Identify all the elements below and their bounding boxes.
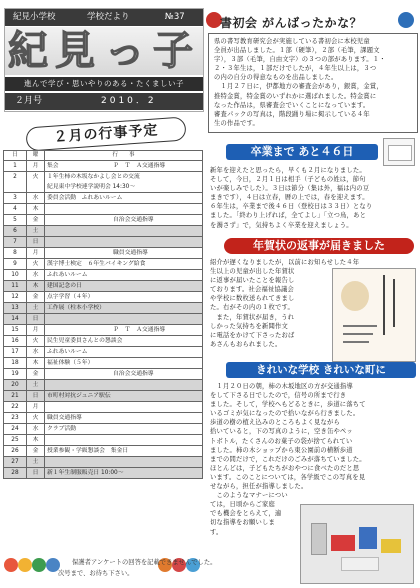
text-line: 県の書写教育研究会が実施している書初会に本校児童 [214, 38, 370, 45]
row-day: 16 [4, 336, 27, 347]
text-line: また，年賀状が届き，うれ [210, 313, 295, 321]
text-line: ました。そして，学校へもどるときに，歩道に落ちて [210, 401, 366, 409]
row-day: 17 [4, 347, 27, 358]
schedule-header-row [4, 151, 203, 161]
row-day: 3 [4, 193, 27, 204]
row-day: 11 [4, 281, 27, 292]
row-day: 14 [4, 314, 27, 325]
row-event [45, 314, 203, 325]
newsletter-label: 学校だより [87, 12, 130, 22]
row-weekday: 月 [27, 402, 45, 413]
row-weekday: 月 [27, 248, 45, 259]
text-line: 審査パックの写真は，階段踊り場に掲示している４年 [214, 110, 370, 118]
event-text: 授業参観・学級懇談会 集金日 [47, 448, 129, 454]
row-event [45, 413, 203, 424]
row-event [45, 226, 203, 237]
event-text-2: 紀見東中学校連学説明会 14:30～ [47, 184, 136, 190]
text-line: １月２７日に，伊都地方の審査会があり，銀賞，金賞， [214, 83, 383, 91]
masthead-top-bar [5, 9, 203, 26]
row-event [45, 204, 203, 215]
header-weekday: 曜 [27, 151, 45, 161]
row-event [45, 391, 203, 402]
schedule-row [4, 292, 203, 303]
row-day: 15 [4, 325, 27, 336]
row-weekday: 金 [27, 292, 45, 303]
row-weekday: 日 [27, 391, 45, 402]
row-day: 6 [4, 226, 27, 237]
text-line: １月２０日の朝，柿の木坂地区の方が交通指導 [210, 383, 353, 390]
shodo-title: 書初会 がんばったかな？ [220, 16, 363, 30]
event-text: 福祉体験（５年） [47, 360, 94, 366]
text-line: いが楽しみでした）。３日は節分（集は外，福は内の豆 [210, 185, 370, 193]
text-line: ました。「終わり上げれば，全てよし」「立つ鳥，あと [210, 212, 367, 220]
row-weekday: 火 [27, 259, 45, 270]
schedule-row [4, 161, 203, 172]
row-weekday: 水 [27, 424, 45, 435]
text-line: や学校に数枚送られてきまし [210, 295, 295, 303]
title-char-4: 子 [153, 27, 193, 74]
schedule-row [4, 325, 203, 336]
row-weekday: 火 [27, 413, 45, 424]
row-weekday: 水 [27, 270, 45, 281]
row-day: 24 [4, 424, 27, 435]
event-duty: 自治会交通指導 [113, 371, 154, 377]
text-line: ６年生は，卒業まで後４６日（登校日は３３日）となり [210, 203, 373, 211]
row-event [45, 303, 203, 314]
event-text: ふれあいルーム [47, 272, 88, 278]
row-event [45, 380, 203, 391]
schedule-row [4, 303, 203, 314]
schedule-row [4, 380, 203, 391]
row-weekday: 水 [27, 193, 45, 204]
row-weekday: 木 [27, 358, 45, 369]
row-day: 27 [4, 457, 27, 468]
shodo-body [209, 34, 417, 128]
footer-note-1: 保護者アンケートの回答を記載できませんでした。 [72, 559, 217, 566]
row-day: 4 [4, 204, 27, 215]
text-line: 生の作品です。 [214, 119, 259, 127]
text-line: いるゴミが気になったので拾いながら行きました。 [210, 410, 360, 418]
title-char-2: 見 [55, 27, 95, 74]
event-duty: 職員交通指導 [113, 250, 148, 256]
row-event [45, 402, 203, 413]
school-name: 紀見小学校 [13, 12, 56, 22]
text-line: います。このことについては，各学級でこの写真を見 [210, 473, 366, 481]
schedule-row [4, 215, 203, 226]
masthead-title [5, 27, 203, 75]
litter-photo [300, 504, 414, 584]
schedule-row [4, 435, 203, 446]
event-text: 建国記念の日 [47, 283, 82, 289]
row-day: 1 [4, 161, 27, 172]
issue-number: №37 [165, 12, 185, 22]
row-day: 26 [4, 446, 27, 457]
handwriting-line [343, 333, 373, 335]
row-day: 9 [4, 259, 27, 270]
snack-bag-shape [331, 535, 355, 551]
header-event: 行 事 [45, 151, 203, 161]
graduation-body [210, 166, 416, 230]
row-event [45, 248, 203, 259]
issue-date: 2010．2 [101, 96, 157, 106]
text-line: でも機会をとらえて，適 [210, 510, 282, 518]
row-weekday: 月 [27, 325, 45, 336]
row-weekday: 日 [27, 468, 45, 479]
row-event [45, 237, 203, 248]
text-line: 拾いていると，下の写真のように，空き缶やペッ [210, 428, 353, 436]
row-weekday: 火 [27, 172, 45, 193]
text-line: しかった気持ちを新聞作文 [210, 322, 288, 330]
event-text: 民生児童委員さんとの懇談会 [47, 338, 123, 344]
row-event [45, 281, 203, 292]
row-weekday: 日 [27, 237, 45, 248]
text-line: そして，今日，２月１日は相手（子どもの姓は，節句 [210, 176, 366, 184]
row-event [45, 270, 203, 281]
row-weekday: 金 [27, 369, 45, 380]
schedule-row [4, 358, 203, 369]
schedule-row [4, 237, 203, 248]
row-weekday: 土 [27, 226, 45, 237]
schedule-row [4, 259, 203, 270]
event-text: 委員会活動 ふれあいルーム [47, 195, 123, 201]
schedule-row [4, 446, 203, 457]
schedule-row [4, 226, 203, 237]
text-line: ては，日頃からご家庭 [210, 501, 275, 509]
school-motto: 進んで学び・思いやりのある・たくましい子 [5, 77, 203, 91]
text-line: ました。柿の木ショップから東公園前の横断歩道 [210, 446, 353, 454]
row-weekday: 金 [27, 446, 45, 457]
schedule-row [4, 468, 203, 479]
text-line: 紹介が遅くなりましたが，以前にお知らせした４年 [210, 259, 360, 266]
schedule-row [4, 413, 203, 424]
row-day: 2 [4, 172, 27, 193]
row-weekday: 木 [27, 281, 45, 292]
event-text: ふれあいルーム [47, 349, 88, 355]
graduation-title: 卒業まで あと４６日 [226, 144, 378, 160]
event-text: 市町村対抗ジュニア駅伝 [47, 393, 111, 399]
schedule-row [4, 369, 203, 380]
handwriting-line [343, 325, 377, 327]
event-text: １年生柿の木坂なかよし会との交流 [47, 174, 140, 180]
wrapper-shape [341, 557, 379, 571]
row-day: 7 [4, 237, 27, 248]
clean-title: きれいな学校 きれいな町に [226, 362, 416, 378]
calligraphy-stroke [393, 279, 395, 327]
schedule-row [4, 281, 203, 292]
text-line: 生以上の児童が出した年賀状 [210, 268, 295, 276]
schedule-row [4, 336, 203, 347]
text-line: ほとんどは，子どもたちがおやつに食べたのだと思 [210, 464, 360, 472]
text-line: なった作品は，県審査会でいくことになっています。 [214, 101, 370, 109]
row-event [45, 446, 203, 457]
row-day: 23 [4, 413, 27, 424]
nengajo-card-image [332, 268, 416, 362]
schedule-table [3, 150, 203, 479]
row-weekday: 日 [27, 314, 45, 325]
event-text: 工作展（柱本小学校） [47, 305, 105, 311]
bottle-shape [311, 523, 327, 555]
text-line: せながら，担任が指導しました。 [210, 483, 308, 491]
row-event [45, 161, 203, 172]
schedule-row [4, 347, 203, 358]
row-day: 12 [4, 292, 27, 303]
schedule-row [4, 402, 203, 413]
text-line: 推特金賞，特金賞のいずれかに選ばれました。特金賞に [214, 92, 377, 100]
masthead [4, 8, 204, 112]
event-text: 新１年生制服販売日 10:00～ [47, 470, 124, 476]
schedule-row [4, 172, 203, 193]
text-line: まきです），４日は立春，暦の上では，春を迎えます。 [210, 194, 369, 202]
row-event [45, 424, 203, 435]
row-event [45, 369, 203, 380]
event-text: クラブ活動 [47, 426, 76, 432]
row-weekday: 木 [27, 204, 45, 215]
row-day: 5 [4, 215, 27, 226]
text-line: ２・３年生は，１部だけでしたが，４年生以上は，３つ [214, 65, 377, 73]
row-event [45, 325, 203, 336]
row-day: 20 [4, 380, 27, 391]
row-day: 22 [4, 402, 27, 413]
face-icon [18, 558, 32, 572]
row-weekday: 火 [27, 336, 45, 347]
text-line: に電話をかけて下さったおば [210, 331, 295, 339]
smile-icon [398, 12, 414, 28]
row-weekday: 木 [27, 435, 45, 446]
face-icon [4, 558, 18, 572]
row-day: 25 [4, 435, 27, 446]
schedule-row [4, 193, 203, 204]
header-day: 日 [4, 151, 27, 161]
schedule-row [4, 314, 203, 325]
row-event [45, 215, 203, 226]
row-day: 8 [4, 248, 27, 259]
masthead-bottom-bar [5, 93, 203, 110]
row-weekday: 金 [27, 215, 45, 226]
schedule-row [4, 391, 203, 402]
row-event [45, 457, 203, 468]
text-line: をして下さる日でしたので，信号の所まで行き [210, 392, 347, 400]
row-weekday: 土 [27, 380, 45, 391]
snack-bag-shape [381, 539, 401, 553]
event-text: 漢字博士検定 ６年生バイキング給食 [47, 261, 146, 267]
row-day: 13 [4, 303, 27, 314]
row-day: 21 [4, 391, 27, 402]
schedule-row [4, 424, 203, 435]
text-line: このようなマナーについ [210, 492, 288, 500]
text-line: までの間だけで，これだけのごみが落ちていました。 [210, 455, 366, 463]
face-icon [32, 558, 46, 572]
event-duty: Ｐ Ｔ Ａ交通指導 [113, 163, 166, 169]
shodo-article [208, 33, 418, 133]
row-event [45, 358, 203, 369]
row-event [45, 435, 203, 446]
handwriting-line [343, 341, 369, 343]
schedule-row [4, 248, 203, 259]
title-char-1: 紀 [8, 27, 48, 74]
issue-month: ２月号 [15, 96, 43, 106]
text-line: 切な指導をお願いしま [210, 519, 275, 527]
row-event [45, 468, 203, 479]
event-text: 点字学習（４年） [47, 294, 94, 300]
event-duty: Ｐ Ｔ Ａ交通指導 [113, 327, 166, 333]
event-text: 集会 [47, 163, 59, 169]
footer-note-2: 次号まで、お待ち下さい。 [58, 570, 134, 577]
countdown-board [383, 138, 415, 166]
row-weekday: 土 [27, 457, 45, 468]
text-line: あさんもおられました。 [210, 340, 282, 348]
text-line: す。 [210, 528, 223, 536]
schedule-row [4, 457, 203, 468]
row-day: 10 [4, 270, 27, 281]
text-line: の内の自分の得意なものを出品しました。 [214, 74, 338, 82]
text-line: た。右がその内の１枚です。 [210, 304, 294, 312]
row-event [45, 259, 203, 270]
text-line: 新年を迎えたと思ったら，早くも２月になりました。 [210, 167, 366, 174]
tiger-illustration [341, 281, 369, 311]
nengajo-title: 年賀状の返事が届きました [224, 238, 414, 254]
text-line: に返事が届いたことを報告し [210, 277, 295, 285]
title-char-3: っ [105, 27, 145, 74]
row-event [45, 347, 203, 358]
row-event [45, 292, 203, 303]
event-duty: 自治会交通指導 [113, 217, 154, 223]
row-event [45, 336, 203, 347]
text-line: トボトル，たくさんのお菓子の袋が捨てられてい [210, 437, 353, 445]
calligraphy-stroke [383, 275, 385, 335]
row-event [45, 172, 203, 193]
row-event [45, 193, 203, 204]
calendar-icon [388, 145, 412, 161]
text-line: 全員が出品しました。１部（硬筆），２部（毛筆，課題文 [214, 47, 380, 55]
snack-bag-shape [359, 527, 377, 549]
row-day: 19 [4, 369, 27, 380]
row-weekday: 土 [27, 303, 45, 314]
text-line: ております。社会福祉協議会 [210, 286, 294, 294]
text-line: を濁さず」で，気持ちよく卒業を迎えましょう。 [210, 221, 353, 229]
schedule-row [4, 270, 203, 281]
text-line: 字），３部（毛筆，自由文字）の３つの部があります。１・ [214, 56, 386, 64]
schedule-title: ２月の行事予定 [25, 116, 186, 151]
row-day: 28 [4, 468, 27, 479]
text-line: 歩道の樹の植え込みのところもよく見ながら [210, 419, 340, 427]
row-weekday: 月 [27, 161, 45, 172]
row-day: 18 [4, 358, 27, 369]
row-weekday: 水 [27, 347, 45, 358]
event-text: 職員交通指導 [47, 415, 82, 421]
schedule-row [4, 204, 203, 215]
